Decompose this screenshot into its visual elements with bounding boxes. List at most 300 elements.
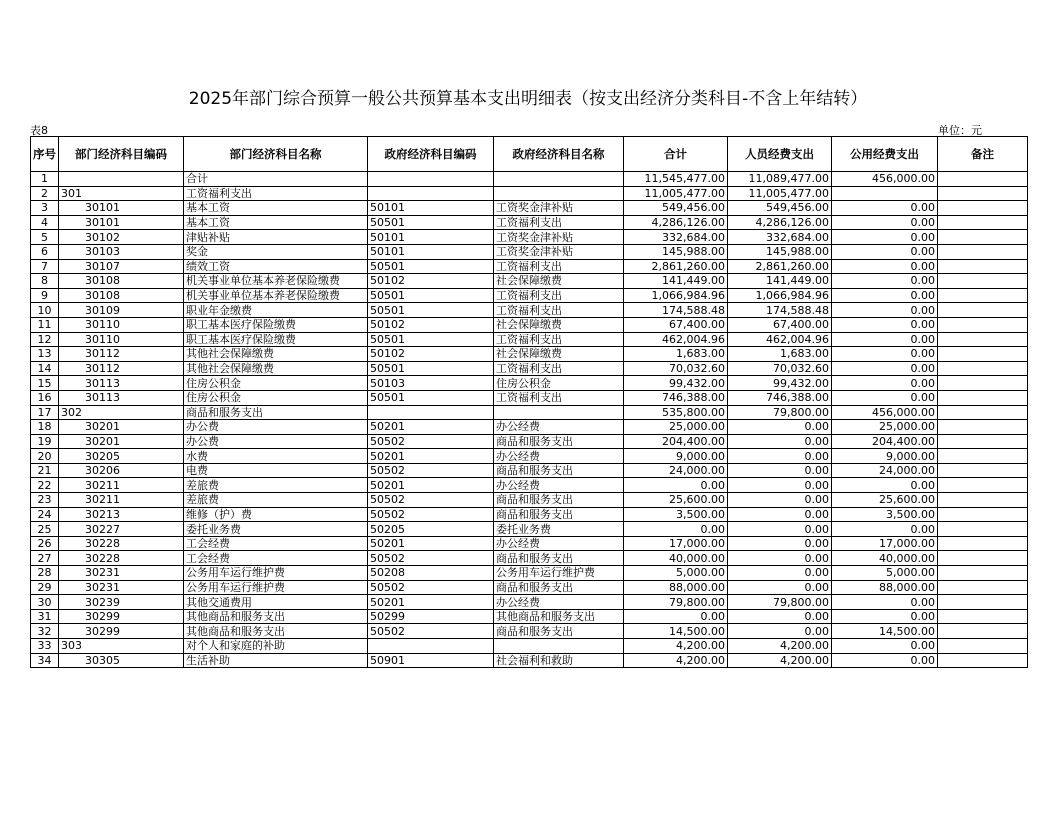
table-row [31, 390, 1028, 405]
cell-total: 40,000.00 [624, 551, 728, 566]
cell-total: 145,988.00 [624, 244, 728, 259]
table-row [31, 259, 1028, 274]
cell-index: 28 [31, 566, 59, 581]
cell-gov-code: 50201 [368, 449, 494, 464]
cell-note [938, 303, 1028, 318]
cell-total: 25,000.00 [624, 420, 728, 435]
cell-gov-code [368, 405, 494, 420]
cell-public: 0.00 [832, 595, 938, 610]
cell-dept-code: 30305 [59, 653, 184, 668]
cell-personnel: 746,388.00 [728, 390, 832, 405]
cell-public: 0.00 [832, 274, 938, 289]
cell-dept-name: 生活补助 [184, 653, 368, 668]
cell-note [938, 522, 1028, 537]
cell-total: 535,800.00 [624, 405, 728, 420]
cell-total: 204,400.00 [624, 434, 728, 449]
cell-personnel: 11,005,477.00 [728, 186, 832, 201]
cell-index: 24 [31, 507, 59, 522]
cell-gov-code: 50299 [368, 609, 494, 624]
cell-gov-name: 工资福利支出 [494, 390, 624, 405]
cell-index: 13 [31, 347, 59, 362]
cell-dept-code: 30108 [59, 274, 184, 289]
cell-gov-code: 50901 [368, 653, 494, 668]
cell-gov-code: 50101 [368, 201, 494, 216]
cell-gov-code: 50102 [368, 317, 494, 332]
cell-public: 0.00 [832, 332, 938, 347]
cell-dept-code: 30211 [59, 493, 184, 508]
cell-public: 0.00 [832, 361, 938, 376]
cell-dept-code: 30231 [59, 566, 184, 581]
cell-note [938, 376, 1028, 391]
cell-public [832, 186, 938, 201]
table-row [31, 376, 1028, 391]
cell-total: 1,066,984.96 [624, 288, 728, 303]
cell-dept-code: 30110 [59, 332, 184, 347]
cell-dept-code: 30108 [59, 288, 184, 303]
cell-gov-code: 50208 [368, 566, 494, 581]
cell-index: 34 [31, 653, 59, 668]
cell-note [938, 201, 1028, 216]
cell-index: 1 [31, 172, 59, 187]
table-row [31, 536, 1028, 551]
cell-gov-name: 办公经费 [494, 449, 624, 464]
cell-index: 8 [31, 274, 59, 289]
table-row [31, 347, 1028, 362]
cell-total: 4,200.00 [624, 653, 728, 668]
cell-note [938, 609, 1028, 624]
cell-public: 0.00 [832, 317, 938, 332]
cell-note [938, 493, 1028, 508]
col-header-index: 序号 [31, 137, 59, 172]
cell-dept-name: 公务用车运行维护费 [184, 580, 368, 595]
cell-dept-name: 职工基本医疗保险缴费 [184, 317, 368, 332]
table-row [31, 522, 1028, 537]
cell-gov-name: 社会保障缴费 [494, 317, 624, 332]
table-row [31, 434, 1028, 449]
cell-gov-code: 50501 [368, 390, 494, 405]
table-row [31, 274, 1028, 289]
cell-note [938, 420, 1028, 435]
cell-total: 25,600.00 [624, 493, 728, 508]
cell-gov-name: 商品和服务支出 [494, 434, 624, 449]
cell-personnel: 141,449.00 [728, 274, 832, 289]
cell-dept-name: 基本工资 [184, 201, 368, 216]
cell-index: 11 [31, 317, 59, 332]
cell-public: 0.00 [832, 522, 938, 537]
cell-public: 0.00 [832, 259, 938, 274]
cell-dept-code: 30299 [59, 624, 184, 639]
cell-total: 11,545,477.00 [624, 172, 728, 187]
cell-gov-code: 50502 [368, 493, 494, 508]
cell-gov-name: 办公经费 [494, 420, 624, 435]
cell-total: 70,032.60 [624, 361, 728, 376]
table-row [31, 230, 1028, 245]
table-row [31, 244, 1028, 259]
cell-dept-name: 其他商品和服务支出 [184, 624, 368, 639]
cell-total: 549,456.00 [624, 201, 728, 216]
cell-public: 0.00 [832, 478, 938, 493]
cell-dept-name: 其他交通费用 [184, 595, 368, 610]
cell-gov-name: 其他商品和服务支出 [494, 609, 624, 624]
table-row [31, 639, 1028, 654]
cell-gov-name: 住房公积金 [494, 376, 624, 391]
cell-note [938, 551, 1028, 566]
cell-personnel: 0.00 [728, 463, 832, 478]
cell-gov-name: 公务用车运行维护费 [494, 566, 624, 581]
cell-note [938, 434, 1028, 449]
cell-index: 17 [31, 405, 59, 420]
cell-public: 40,000.00 [832, 551, 938, 566]
cell-public: 9,000.00 [832, 449, 938, 464]
cell-personnel: 145,988.00 [728, 244, 832, 259]
cell-gov-code: 50201 [368, 536, 494, 551]
cell-gov-code: 50501 [368, 303, 494, 318]
cell-public: 17,000.00 [832, 536, 938, 551]
cell-personnel: 4,200.00 [728, 653, 832, 668]
cell-personnel: 0.00 [728, 580, 832, 595]
cell-index: 14 [31, 361, 59, 376]
cell-gov-name: 工资福利支出 [494, 259, 624, 274]
cell-gov-code [368, 186, 494, 201]
cell-public: 0.00 [832, 390, 938, 405]
cell-note [938, 215, 1028, 230]
cell-note [938, 507, 1028, 522]
cell-dept-code: 302 [59, 405, 184, 420]
cell-dept-code: 30112 [59, 347, 184, 362]
cell-index: 19 [31, 434, 59, 449]
cell-gov-name: 工资福利支出 [494, 288, 624, 303]
cell-total: 462,004.96 [624, 332, 728, 347]
cell-total: 17,000.00 [624, 536, 728, 551]
cell-dept-name: 差旅费 [184, 493, 368, 508]
cell-gov-code [368, 639, 494, 654]
cell-personnel: 70,032.60 [728, 361, 832, 376]
cell-index: 3 [31, 201, 59, 216]
cell-dept-code: 303 [59, 639, 184, 654]
cell-gov-code: 50501 [368, 361, 494, 376]
cell-personnel: 79,800.00 [728, 405, 832, 420]
cell-personnel: 11,089,477.00 [728, 172, 832, 187]
cell-note [938, 449, 1028, 464]
cell-dept-code: 30211 [59, 478, 184, 493]
cell-gov-code: 50502 [368, 551, 494, 566]
cell-dept-name: 机关事业单位基本养老保险缴费 [184, 274, 368, 289]
cell-index: 7 [31, 259, 59, 274]
cell-index: 30 [31, 595, 59, 610]
cell-gov-name: 工资奖金津补贴 [494, 244, 624, 259]
cell-note [938, 259, 1028, 274]
table-row [31, 566, 1028, 581]
cell-note [938, 274, 1028, 289]
unit-label: 单位：元 [938, 124, 982, 137]
cell-public: 14,500.00 [832, 624, 938, 639]
table-row [31, 595, 1028, 610]
cell-index: 9 [31, 288, 59, 303]
cell-gov-name: 工资奖金津补贴 [494, 230, 624, 245]
cell-dept-name: 其他社会保障缴费 [184, 347, 368, 362]
cell-dept-code: 30110 [59, 317, 184, 332]
cell-gov-name: 工资奖金津补贴 [494, 201, 624, 216]
cell-total: 141,449.00 [624, 274, 728, 289]
cell-total: 4,200.00 [624, 639, 728, 654]
cell-personnel: 67,400.00 [728, 317, 832, 332]
table-row [31, 332, 1028, 347]
cell-index: 33 [31, 639, 59, 654]
cell-personnel: 0.00 [728, 551, 832, 566]
cell-personnel: 0.00 [728, 624, 832, 639]
page-title: 2025年部门综合预算一般公共预算基本支出明细表（按支出经济分类科目-不含上年结转） [188, 89, 868, 109]
cell-index: 12 [31, 332, 59, 347]
table-row [31, 215, 1028, 230]
cell-personnel: 0.00 [728, 566, 832, 581]
cell-gov-name: 工资福利支出 [494, 215, 624, 230]
table-row [31, 405, 1028, 420]
cell-dept-code: 30299 [59, 609, 184, 624]
cell-gov-code: 50201 [368, 478, 494, 493]
cell-gov-name: 办公经费 [494, 478, 624, 493]
cell-note [938, 536, 1028, 551]
cell-total: 174,588.48 [624, 303, 728, 318]
cell-gov-name: 委托业务费 [494, 522, 624, 537]
cell-public: 3,500.00 [832, 507, 938, 522]
cell-note [938, 566, 1028, 581]
cell-note [938, 332, 1028, 347]
cell-index: 20 [31, 449, 59, 464]
cell-dept-code: 30206 [59, 463, 184, 478]
table-row [31, 507, 1028, 522]
cell-dept-code: 30113 [59, 390, 184, 405]
cell-note [938, 478, 1028, 493]
cell-public: 0.00 [832, 609, 938, 624]
cell-gov-code: 50102 [368, 347, 494, 362]
cell-dept-code: 30109 [59, 303, 184, 318]
cell-public: 25,000.00 [832, 420, 938, 435]
table-row [31, 551, 1028, 566]
cell-dept-code: 30227 [59, 522, 184, 537]
cell-public: 0.00 [832, 376, 938, 391]
cell-gov-code [368, 172, 494, 187]
cell-public: 456,000.00 [832, 172, 938, 187]
cell-dept-code: 30112 [59, 361, 184, 376]
cell-gov-name: 社会保障缴费 [494, 274, 624, 289]
cell-dept-name: 绩效工资 [184, 259, 368, 274]
cell-total: 332,684.00 [624, 230, 728, 245]
cell-personnel: 0.00 [728, 507, 832, 522]
cell-public: 204,400.00 [832, 434, 938, 449]
cell-personnel: 4,286,126.00 [728, 215, 832, 230]
cell-dept-name: 津贴补贴 [184, 230, 368, 245]
cell-personnel: 4,200.00 [728, 639, 832, 654]
cell-gov-name: 工资福利支出 [494, 361, 624, 376]
cell-index: 18 [31, 420, 59, 435]
cell-note [938, 405, 1028, 420]
cell-public: 0.00 [832, 230, 938, 245]
cell-total: 4,286,126.00 [624, 215, 728, 230]
cell-gov-code: 50201 [368, 595, 494, 610]
cell-total: 0.00 [624, 522, 728, 537]
cell-public: 24,000.00 [832, 463, 938, 478]
cell-note [938, 639, 1028, 654]
cell-personnel: 0.00 [728, 434, 832, 449]
cell-gov-name: 商品和服务支出 [494, 624, 624, 639]
cell-dept-name: 差旅费 [184, 478, 368, 493]
cell-gov-name: 社会保障缴费 [494, 347, 624, 362]
cell-total: 0.00 [624, 478, 728, 493]
table-body [31, 172, 1028, 668]
cell-index: 5 [31, 230, 59, 245]
cell-personnel: 99,432.00 [728, 376, 832, 391]
cell-note [938, 624, 1028, 639]
cell-gov-code: 50101 [368, 244, 494, 259]
cell-gov-code: 50205 [368, 522, 494, 537]
cell-gov-name: 社会福利和救助 [494, 653, 624, 668]
cell-public: 0.00 [832, 653, 938, 668]
cell-dept-name: 委托业务费 [184, 522, 368, 537]
col-header-total: 合计 [624, 137, 728, 172]
table-row [31, 420, 1028, 435]
cell-gov-name: 工资福利支出 [494, 332, 624, 347]
cell-index: 27 [31, 551, 59, 566]
cell-index: 26 [31, 536, 59, 551]
cell-dept-name: 办公费 [184, 420, 368, 435]
cell-note [938, 244, 1028, 259]
table-row [31, 463, 1028, 478]
table-row [31, 653, 1028, 668]
cell-dept-name: 机关事业单位基本养老保险缴费 [184, 288, 368, 303]
cell-public: 88,000.00 [832, 580, 938, 595]
cell-dept-code: 30231 [59, 580, 184, 595]
cell-gov-name: 商品和服务支出 [494, 493, 624, 508]
cell-personnel: 0.00 [728, 420, 832, 435]
cell-public: 0.00 [832, 288, 938, 303]
cell-personnel: 79,800.00 [728, 595, 832, 610]
cell-gov-code: 50501 [368, 332, 494, 347]
table-row [31, 493, 1028, 508]
cell-dept-name: 其他商品和服务支出 [184, 609, 368, 624]
cell-dept-name: 工会经费 [184, 551, 368, 566]
cell-personnel: 462,004.96 [728, 332, 832, 347]
col-header-dept-name: 部门经济科目名称 [184, 137, 368, 172]
col-header-gov-code: 政府经济科目编码 [368, 137, 494, 172]
cell-personnel: 0.00 [728, 522, 832, 537]
table-row [31, 317, 1028, 332]
cell-index: 31 [31, 609, 59, 624]
cell-index: 15 [31, 376, 59, 391]
cell-note [938, 653, 1028, 668]
cell-dept-code: 30102 [59, 230, 184, 245]
cell-dept-code: 30239 [59, 595, 184, 610]
cell-index: 32 [31, 624, 59, 639]
cell-dept-name: 工资福利支出 [184, 186, 368, 201]
cell-gov-code: 50102 [368, 274, 494, 289]
table-row [31, 609, 1028, 624]
col-header-gov-name: 政府经济科目名称 [494, 137, 624, 172]
cell-gov-code: 50201 [368, 420, 494, 435]
col-header-personnel: 人员经费支出 [728, 137, 832, 172]
cell-index: 25 [31, 522, 59, 537]
cell-public: 0.00 [832, 201, 938, 216]
cell-note [938, 463, 1028, 478]
cell-index: 29 [31, 580, 59, 595]
cell-gov-name: 商品和服务支出 [494, 551, 624, 566]
cell-dept-name: 基本工资 [184, 215, 368, 230]
cell-dept-name: 职工基本医疗保险缴费 [184, 332, 368, 347]
cell-total: 14,500.00 [624, 624, 728, 639]
cell-gov-code: 50502 [368, 463, 494, 478]
cell-dept-code: 30113 [59, 376, 184, 391]
cell-public: 25,600.00 [832, 493, 938, 508]
cell-total: 88,000.00 [624, 580, 728, 595]
cell-dept-code: 301 [59, 186, 184, 201]
cell-index: 21 [31, 463, 59, 478]
cell-dept-code: 30205 [59, 449, 184, 464]
cell-dept-name: 住房公积金 [184, 390, 368, 405]
cell-public: 0.00 [832, 639, 938, 654]
cell-personnel: 1,066,984.96 [728, 288, 832, 303]
table-row [31, 201, 1028, 216]
cell-total: 1,683.00 [624, 347, 728, 362]
cell-dept-name: 水费 [184, 449, 368, 464]
cell-total: 79,800.00 [624, 595, 728, 610]
cell-total: 11,005,477.00 [624, 186, 728, 201]
cell-note [938, 390, 1028, 405]
cell-dept-name: 办公费 [184, 434, 368, 449]
cell-public: 0.00 [832, 303, 938, 318]
cell-dept-code: 30107 [59, 259, 184, 274]
cell-public: 5,000.00 [832, 566, 938, 581]
cell-public: 456,000.00 [832, 405, 938, 420]
cell-dept-name: 奖金 [184, 244, 368, 259]
cell-gov-name [494, 405, 624, 420]
cell-index: 23 [31, 493, 59, 508]
table-row [31, 186, 1028, 201]
cell-gov-code: 50501 [368, 215, 494, 230]
cell-personnel: 0.00 [728, 609, 832, 624]
col-header-public: 公用经费支出 [832, 137, 938, 172]
header-row [31, 137, 1028, 172]
cell-dept-name: 住房公积金 [184, 376, 368, 391]
cell-gov-code: 50502 [368, 434, 494, 449]
cell-dept-name: 其他社会保障缴费 [184, 361, 368, 376]
cell-gov-code: 50101 [368, 230, 494, 245]
table-row [31, 361, 1028, 376]
cell-total: 2,861,260.00 [624, 259, 728, 274]
cell-total: 24,000.00 [624, 463, 728, 478]
cell-index: 2 [31, 186, 59, 201]
cell-personnel: 1,683.00 [728, 347, 832, 362]
cell-gov-name: 工资福利支出 [494, 303, 624, 318]
cell-personnel: 174,588.48 [728, 303, 832, 318]
cell-dept-name: 职业年金缴费 [184, 303, 368, 318]
cell-personnel: 0.00 [728, 449, 832, 464]
cell-total: 0.00 [624, 609, 728, 624]
cell-total: 67,400.00 [624, 317, 728, 332]
cell-total: 99,432.00 [624, 376, 728, 391]
cell-gov-code: 50502 [368, 580, 494, 595]
cell-gov-name [494, 172, 624, 187]
cell-dept-name: 对个人和家庭的补助 [184, 639, 368, 654]
cell-gov-code: 50501 [368, 259, 494, 274]
cell-note [938, 230, 1028, 245]
cell-dept-code: 30101 [59, 215, 184, 230]
table-row [31, 478, 1028, 493]
table-row [31, 172, 1028, 187]
col-header-dept-code: 部门经济科目编码 [59, 137, 184, 172]
table-row [31, 449, 1028, 464]
table-row [31, 288, 1028, 303]
cell-dept-code: 30201 [59, 434, 184, 449]
cell-dept-code: 30228 [59, 551, 184, 566]
